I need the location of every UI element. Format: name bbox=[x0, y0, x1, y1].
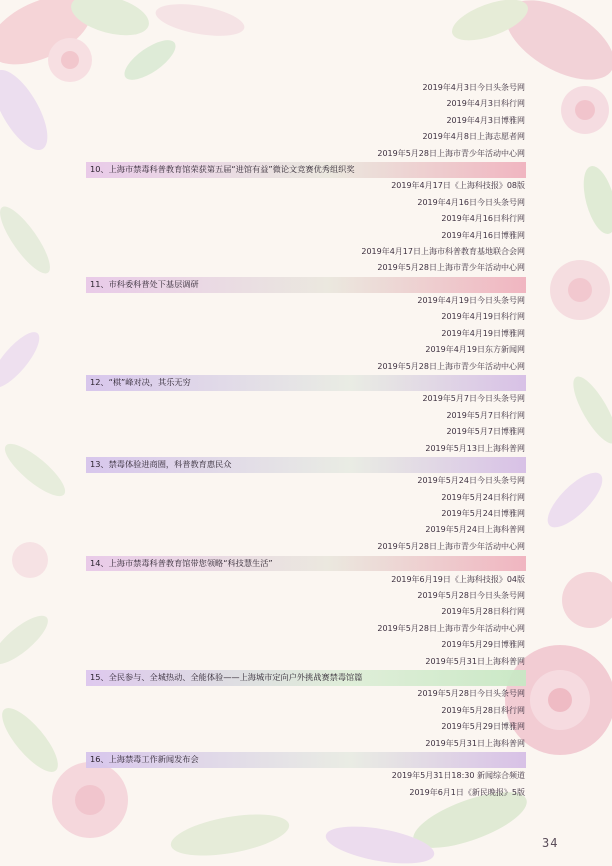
section-continued bbox=[0, 80, 612, 162]
media-coverage-list bbox=[0, 80, 612, 801]
list-item: 2019年5月31日18:30 新闻综合频道 bbox=[391, 771, 525, 781]
list-item: 2019年4月3日今日头条号网 bbox=[422, 83, 525, 92]
list-item: 2019年4月19日东方新闻网 bbox=[425, 345, 525, 355]
list-item: 2019年5月7日科行网 bbox=[446, 410, 525, 420]
list-item: 2019年5月28日上海市青少年活动中心网 bbox=[377, 541, 525, 551]
section-12 bbox=[0, 375, 612, 457]
list-item: 2019年4月19日博雅网 bbox=[441, 328, 525, 338]
list-item: 2019年5月7日今日头条号网 bbox=[422, 394, 525, 404]
list-item: 2019年5月24日博雅网 bbox=[441, 509, 525, 519]
list-item: 2019年5月29日博雅网 bbox=[441, 722, 525, 732]
section-heading: 14、上海市禁毒科普教育馆带您领略“科技慧生活” bbox=[86, 556, 526, 572]
section-13 bbox=[0, 457, 612, 555]
list-item: 2019年4月16日今日头条号网 bbox=[417, 197, 525, 207]
list-item: 2019年5月24日科行网 bbox=[441, 492, 525, 502]
list-item: 2019年5月13日上海科普网 bbox=[425, 443, 525, 453]
list-item: 2019年5月31日上海科普网 bbox=[425, 656, 525, 666]
section-heading: 15、全民参与、全城热动、全能体验——上海城市定向户外挑战赛禁毒馆篇 bbox=[86, 670, 526, 686]
list-item: 2019年4月3日博雅网 bbox=[446, 115, 525, 125]
list-item: 2019年5月28日今日头条号网 bbox=[417, 591, 525, 601]
section-heading: 10、上海市禁毒科普教育馆荣获第五届“进馆有益”微论文竞赛优秀组织奖 bbox=[86, 162, 526, 178]
section-10 bbox=[0, 162, 612, 276]
list-item: 2019年4月19日今日头条号网 bbox=[417, 296, 525, 306]
list-item: 2019年5月28日科行网 bbox=[441, 607, 525, 617]
list-item: 2019年4月16日博雅网 bbox=[441, 230, 525, 240]
page-number: 34 bbox=[542, 836, 559, 850]
list-item: 2019年5月24日今日头条号网 bbox=[417, 476, 525, 486]
list-item: 2019年5月29日博雅网 bbox=[441, 640, 525, 650]
section-heading: 11、市科委科普处下基层调研 bbox=[86, 277, 526, 293]
section-heading: 13、禁毒体验进商圈，科普教育惠民众 bbox=[86, 457, 526, 473]
section-heading: 12、“棋”峰对决，其乐无穷 bbox=[86, 375, 526, 391]
list-item: 2019年5月24日上海科普网 bbox=[425, 525, 525, 535]
list-item: 2019年6月19日《上海科技报》04版 bbox=[391, 574, 525, 584]
list-item: 2019年4月19日科行网 bbox=[441, 312, 525, 322]
section-15 bbox=[0, 670, 612, 752]
list-item: 2019年4月16日科行网 bbox=[441, 214, 525, 224]
list-item: 2019年4月17日上海市科普教育基地联合会网 bbox=[361, 246, 525, 256]
list-item: 2019年4月17日《上海科技报》08版 bbox=[391, 181, 525, 191]
list-item: 2019年5月28日上海市青少年活动中心网 bbox=[377, 148, 525, 158]
section-16 bbox=[0, 752, 612, 801]
list-item: 2019年4月8日上海志愿者网 bbox=[422, 132, 525, 142]
list-item: 2019年5月31日上海科普网 bbox=[425, 738, 525, 748]
list-item: 2019年5月28日上海市青少年活动中心网 bbox=[377, 623, 525, 633]
section-11 bbox=[0, 277, 612, 375]
list-item: 2019年5月28日科行网 bbox=[441, 705, 525, 715]
list-item: 2019年4月3日科行网 bbox=[446, 99, 525, 109]
list-item: 2019年5月28日上海市青少年活动中心网 bbox=[377, 263, 525, 273]
section-14 bbox=[0, 556, 612, 670]
list-item: 2019年5月7日博雅网 bbox=[446, 427, 525, 437]
list-item: 2019年6月1日《新民晚报》5版 bbox=[409, 787, 525, 797]
list-item: 2019年5月28日上海市青少年活动中心网 bbox=[377, 361, 525, 371]
section-heading: 16、上海禁毒工作新闻发布会 bbox=[86, 752, 526, 768]
list-item: 2019年5月28日今日头条号网 bbox=[417, 689, 525, 699]
